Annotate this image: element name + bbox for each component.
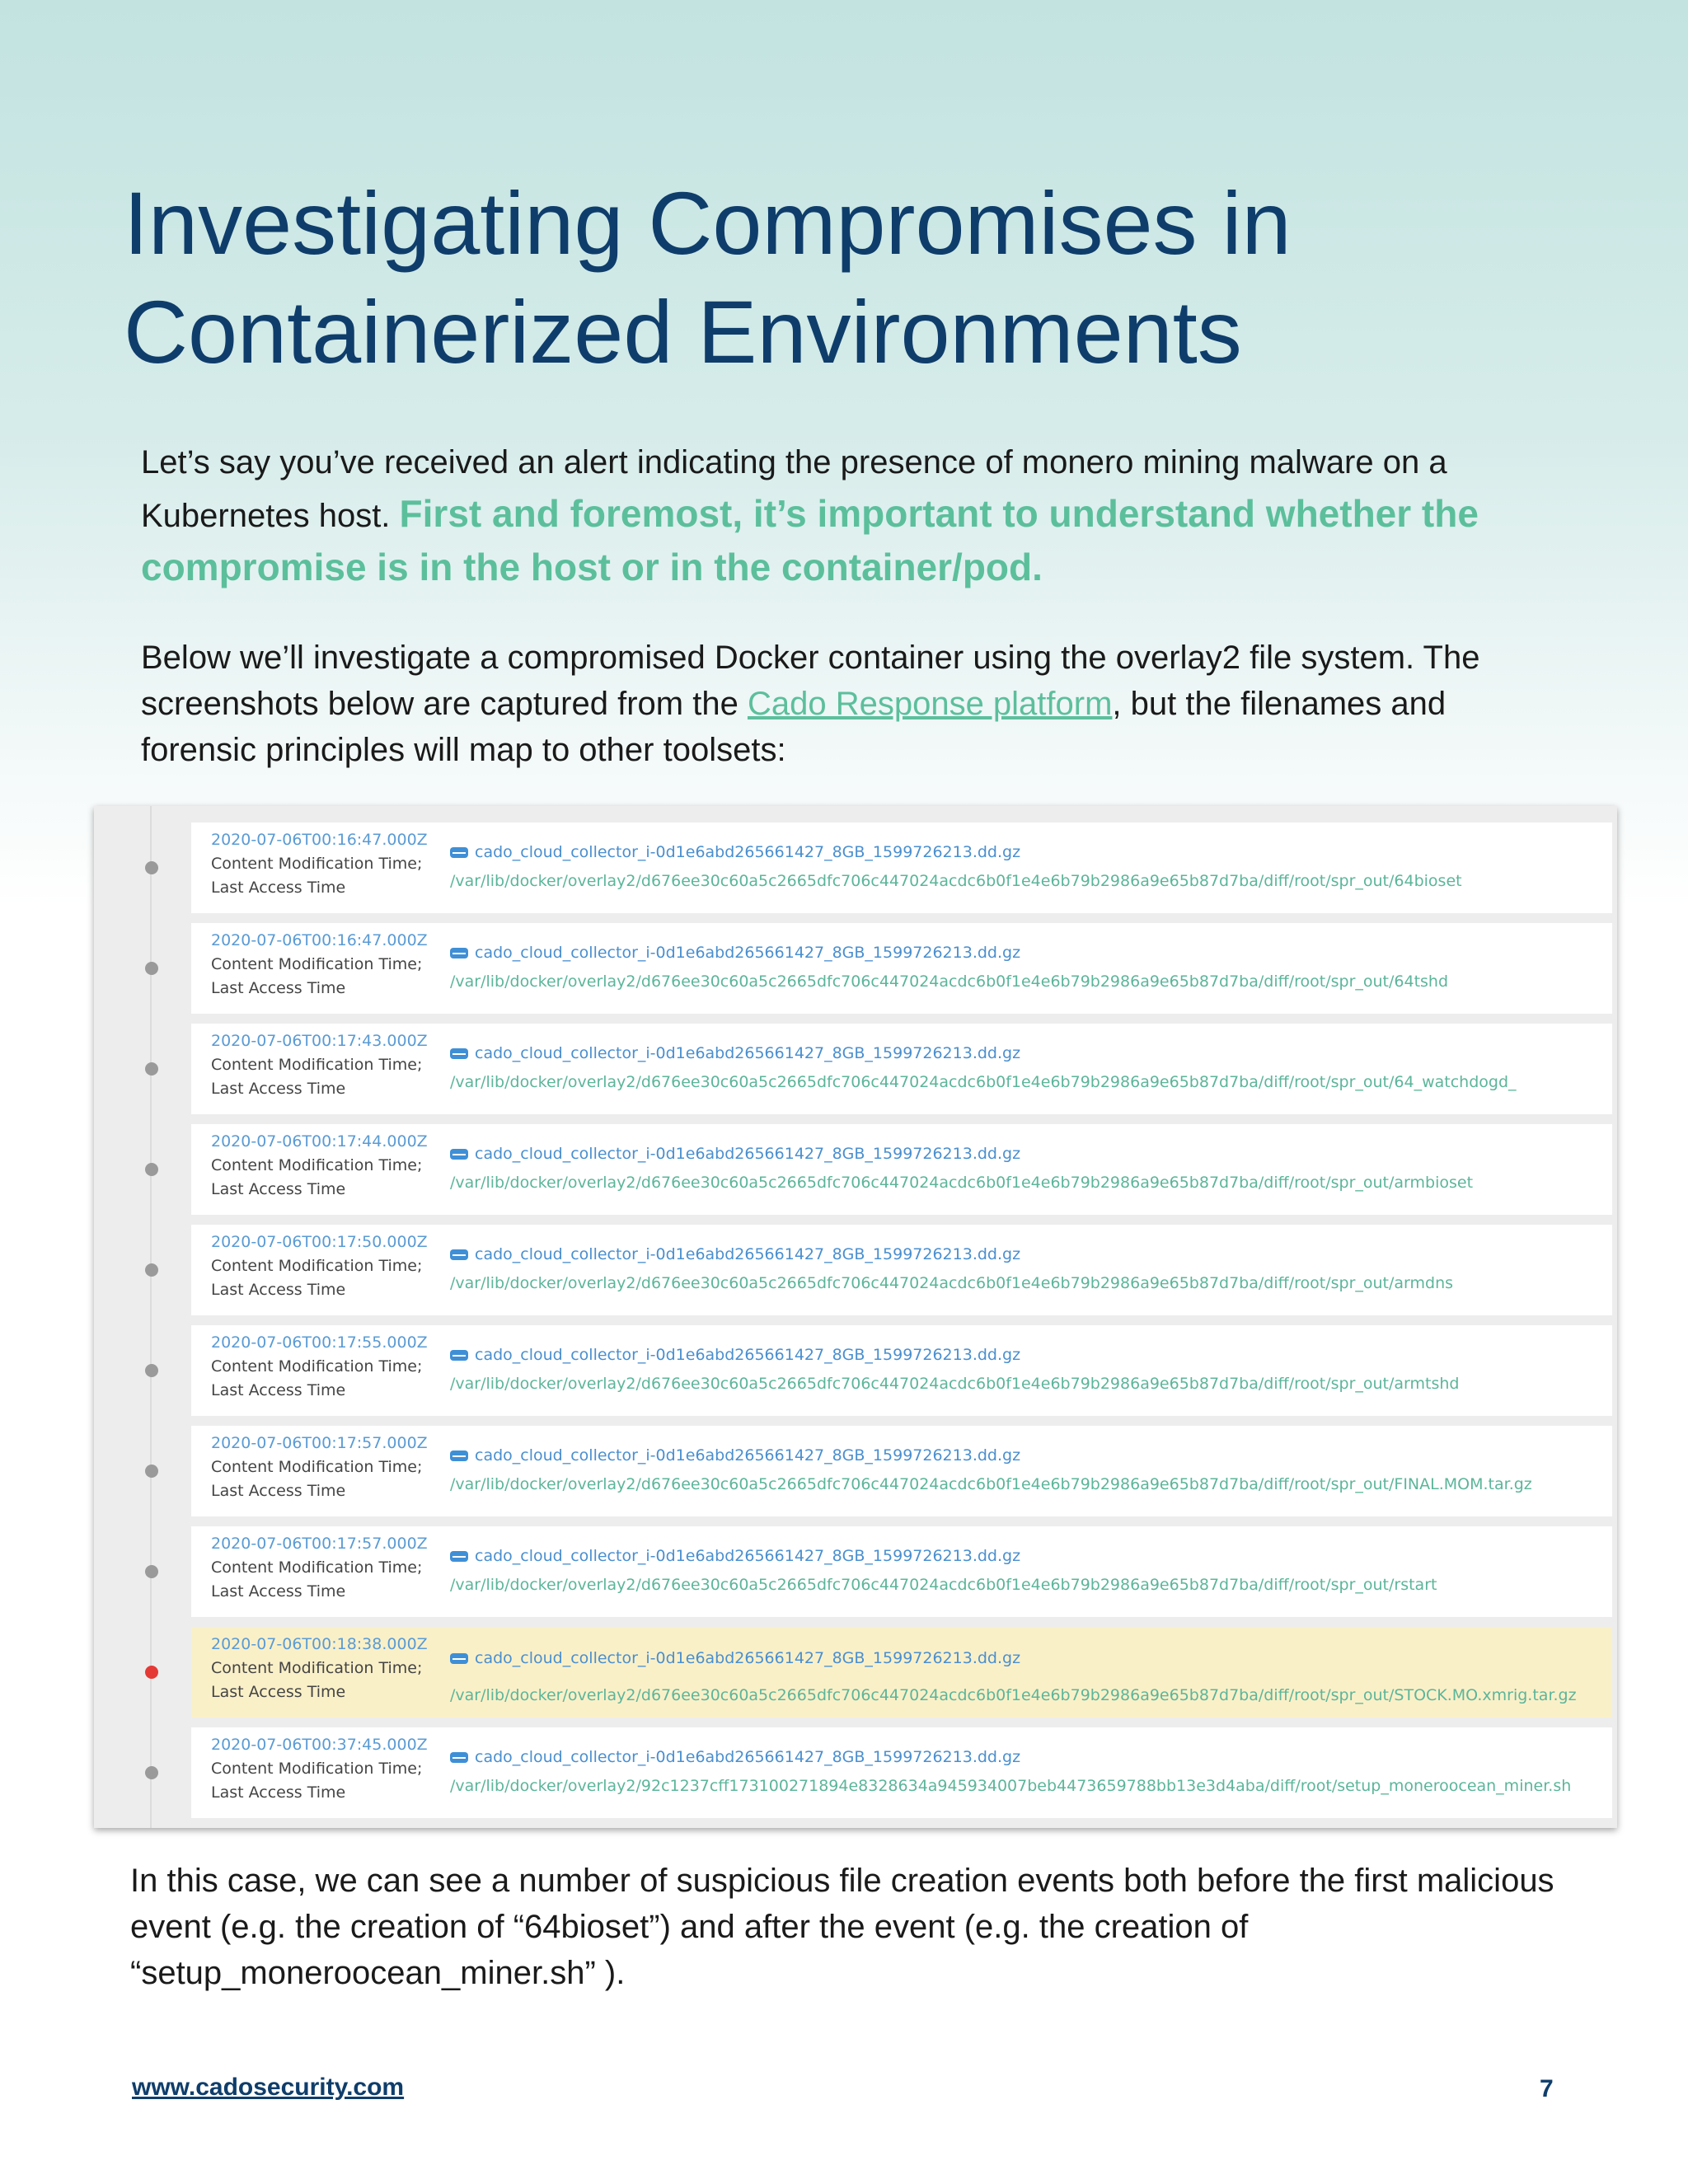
event-type-line-2: Last Access Time — [211, 1482, 346, 1500]
event-timestamp: 2020-07-06T00:17:57.000Z — [211, 1434, 428, 1452]
timeline-event-row[interactable] — [191, 823, 1612, 913]
timeline-event-row[interactable] — [191, 1426, 1612, 1516]
event-file-path[interactable]: /var/lib/docker/overlay2/d676ee30c60a5c2665dfc706c447024acdc6b0f1e4e6b79b2986a9e65b87d7ba/diff/root/spr_out/armbioset — [450, 1174, 1474, 1192]
disk-icon — [450, 1752, 468, 1763]
event-file-path[interactable]: /var/lib/docker/overlay2/d676ee30c60a5c2665dfc706c447024acdc6b0f1e4e6b79b2986a9e65b87d7ba/diff/root/spr_out/armtshd — [450, 1375, 1460, 1393]
disk-icon — [450, 1451, 468, 1461]
event-file-path[interactable]: /var/lib/docker/overlay2/d676ee30c60a5c2665dfc706c447024acdc6b0f1e4e6b79b2986a9e65b87d7ba/diff/root/spr_out/armdns — [450, 1274, 1454, 1292]
event-type-line-2: Last Access Time — [211, 979, 346, 997]
intro-text: Let’s say you’ve received an alert indicating the presence of monero mining malware on a Kubernetes host. — [141, 444, 1447, 534]
event-type-line-2: Last Access Time — [211, 1080, 346, 1098]
timeline-dot — [145, 861, 158, 874]
event-type-line-1: Content Modification Time; — [211, 855, 423, 873]
event-source[interactable] — [450, 1748, 1020, 1766]
event-timestamp: 2020-07-06T00:16:47.000Z — [211, 931, 428, 949]
event-type-line-2: Last Access Time — [211, 1281, 346, 1299]
event-source[interactable] — [450, 1044, 1020, 1062]
timeline-dot — [145, 1062, 158, 1076]
timeline-dot — [145, 1364, 158, 1377]
page-title-line-1: Investigating Compromises in — [124, 173, 1292, 273]
timeline-dot — [145, 1766, 158, 1779]
intro-highlight: First and foremost, it’s important to understand whether the compromise is in the host or in the container/pod. — [141, 492, 1479, 588]
timeline-dot — [145, 1263, 158, 1277]
event-source-name: cado_cloud_collector_i-0d1e6abd265661427_8GB_1599726213.dd.gz — [475, 1145, 1021, 1163]
event-file-path[interactable]: /var/lib/docker/overlay2/d676ee30c60a5c2665dfc706c447024acdc6b0f1e4e6b79b2986a9e65b87d7ba/diff/root/spr_out/rstart — [450, 1576, 1437, 1594]
event-source[interactable] — [450, 1346, 1020, 1364]
disk-icon — [450, 948, 468, 958]
page-title — [124, 169, 1607, 387]
event-timestamp: 2020-07-06T00:17:57.000Z — [211, 1535, 428, 1553]
event-file-path[interactable]: /var/lib/docker/overlay2/d676ee30c60a5c2665dfc706c447024acdc6b0f1e4e6b79b2986a9e65b87d7ba/diff/root/spr_out/FINAL.MOM.tar.gz — [450, 1475, 1532, 1493]
disk-icon — [450, 1551, 468, 1562]
event-source-name: cado_cloud_collector_i-0d1e6abd265661427_8GB_1599726213.dd.gz — [475, 1245, 1021, 1263]
timeline-event-row[interactable] — [191, 1627, 1612, 1718]
event-source[interactable] — [450, 1547, 1020, 1565]
event-source-name: cado_cloud_collector_i-0d1e6abd265661427_8GB_1599726213.dd.gz — [475, 1346, 1021, 1364]
event-timestamp: 2020-07-06T00:17:43.000Z — [211, 1032, 428, 1050]
page-title-line-2: Containerized Environments — [124, 282, 1242, 382]
event-source-name: cado_cloud_collector_i-0d1e6abd265661427_8GB_1599726213.dd.gz — [475, 1446, 1021, 1465]
event-type-line-1: Content Modification Time; — [211, 1458, 423, 1476]
disk-icon — [450, 1149, 468, 1160]
event-type-line-2: Last Access Time — [211, 1683, 346, 1701]
paragraph2-after: , but the filenames and forensic principles will map to other toolsets: — [141, 686, 1447, 768]
event-timestamp: 2020-07-06T00:17:55.000Z — [211, 1333, 428, 1352]
timeline-dot-alert — [145, 1666, 158, 1679]
event-source-name: cado_cloud_collector_i-0d1e6abd265661427_8GB_1599726213.dd.gz — [475, 1547, 1021, 1565]
event-type-line-2: Last Access Time — [211, 1783, 346, 1802]
page-number: 7 — [1540, 2075, 1554, 2102]
event-timestamp: 2020-07-06T00:17:44.000Z — [211, 1132, 428, 1151]
disk-icon — [450, 1653, 468, 1664]
event-source[interactable] — [450, 1649, 1020, 1667]
timeline-dot — [145, 1465, 158, 1478]
timeline-event-row[interactable] — [191, 1325, 1612, 1416]
event-timestamp: 2020-07-06T00:18:38.000Z — [211, 1635, 428, 1653]
timeline-dot — [145, 1565, 158, 1578]
event-source-name: cado_cloud_collector_i-0d1e6abd265661427_8GB_1599726213.dd.gz — [475, 1748, 1021, 1766]
timeline-event-row[interactable] — [191, 1124, 1612, 1215]
timeline-panel — [94, 806, 1617, 1828]
event-file-path[interactable]: /var/lib/docker/overlay2/d676ee30c60a5c2665dfc706c447024acdc6b0f1e4e6b79b2986a9e65b87d7ba/diff/root/spr_out/64bioset — [450, 872, 1462, 890]
intro-paragraph — [141, 437, 1559, 595]
event-source-name: cado_cloud_collector_i-0d1e6abd265661427_8GB_1599726213.dd.gz — [475, 843, 1021, 861]
timeline-event-row[interactable] — [191, 1727, 1612, 1818]
event-source[interactable] — [450, 843, 1020, 861]
body-paragraph-2 — [141, 635, 1559, 773]
event-file-path[interactable]: /var/lib/docker/overlay2/92c1237cff173100271894e8328634a945934007beb4473659788bb13e3d4aba/diff/root/setup_moneroocean_miner.sh — [450, 1777, 1572, 1795]
event-timestamp: 2020-07-06T00:37:45.000Z — [211, 1736, 428, 1754]
event-source[interactable] — [450, 1446, 1020, 1465]
event-timestamp: 2020-07-06T00:16:47.000Z — [211, 831, 428, 849]
event-type-line-1: Content Modification Time; — [211, 955, 423, 973]
timeline-event-row[interactable] — [191, 1526, 1612, 1617]
event-type-line-1: Content Modification Time; — [211, 1357, 423, 1376]
timeline-event-row[interactable] — [191, 923, 1612, 1014]
event-timestamp: 2020-07-06T00:17:50.000Z — [211, 1233, 428, 1251]
event-source-name: cado_cloud_collector_i-0d1e6abd265661427_8GB_1599726213.dd.gz — [475, 1649, 1021, 1667]
event-source[interactable] — [450, 944, 1020, 962]
event-type-line-2: Last Access Time — [211, 879, 346, 897]
body-paragraph-3: In this case, we can see a number of suspicious file creation events both before the first malicious event (e.g. the creation of “64bioset”) and after the event (e.g. the creation of “setup_moneroocean_miner.sh” ). — [130, 1863, 1554, 1991]
timeline-dot — [145, 962, 158, 975]
event-file-path[interactable]: /var/lib/docker/overlay2/d676ee30c60a5c2665dfc706c447024acdc6b0f1e4e6b79b2986a9e65b87d7ba/diff/root/spr_out/64_watchdogd_ — [450, 1073, 1517, 1091]
event-file-path[interactable]: /var/lib/docker/overlay2/d676ee30c60a5c2665dfc706c447024acdc6b0f1e4e6b79b2986a9e65b87d7ba/diff/root/spr_out/STOCK.MO.xmrig.tar.gz — [450, 1686, 1577, 1704]
event-type-line-1: Content Modification Time; — [211, 1257, 423, 1275]
event-type-line-1: Content Modification Time; — [211, 1760, 423, 1778]
event-type-line-2: Last Access Time — [211, 1180, 346, 1198]
event-source[interactable] — [450, 1245, 1020, 1263]
event-type-line-2: Last Access Time — [211, 1582, 346, 1601]
event-type-line-1: Content Modification Time; — [211, 1156, 423, 1174]
event-type-line-1: Content Modification Time; — [211, 1056, 423, 1074]
timeline-event-row[interactable] — [191, 1024, 1612, 1114]
cado-response-link[interactable]: Cado Response platform — [747, 686, 1113, 722]
timeline-dot — [145, 1163, 158, 1176]
disk-icon — [450, 1350, 468, 1361]
disk-icon — [450, 847, 468, 858]
disk-icon — [450, 1048, 468, 1059]
event-source-name: cado_cloud_collector_i-0d1e6abd265661427_8GB_1599726213.dd.gz — [475, 944, 1021, 962]
paragraph2-before: Below we’ll investigate a compromised Docker container using the overlay2 file system. The screenshots below are captured from the — [141, 640, 1480, 722]
event-type-line-2: Last Access Time — [211, 1381, 346, 1399]
disk-icon — [450, 1249, 468, 1260]
event-source-name: cado_cloud_collector_i-0d1e6abd265661427_8GB_1599726213.dd.gz — [475, 1044, 1021, 1062]
event-type-line-1: Content Modification Time; — [211, 1659, 423, 1677]
event-source[interactable] — [450, 1145, 1020, 1163]
event-file-path[interactable]: /var/lib/docker/overlay2/d676ee30c60a5c2665dfc706c447024acdc6b0f1e4e6b79b2986a9e65b87d7ba/diff/root/spr_out/64tshd — [450, 972, 1449, 991]
event-type-line-1: Content Modification Time; — [211, 1558, 423, 1577]
footer-website-link[interactable]: www.cadosecurity.com — [132, 2074, 405, 2101]
timeline-event-row[interactable] — [191, 1225, 1612, 1315]
